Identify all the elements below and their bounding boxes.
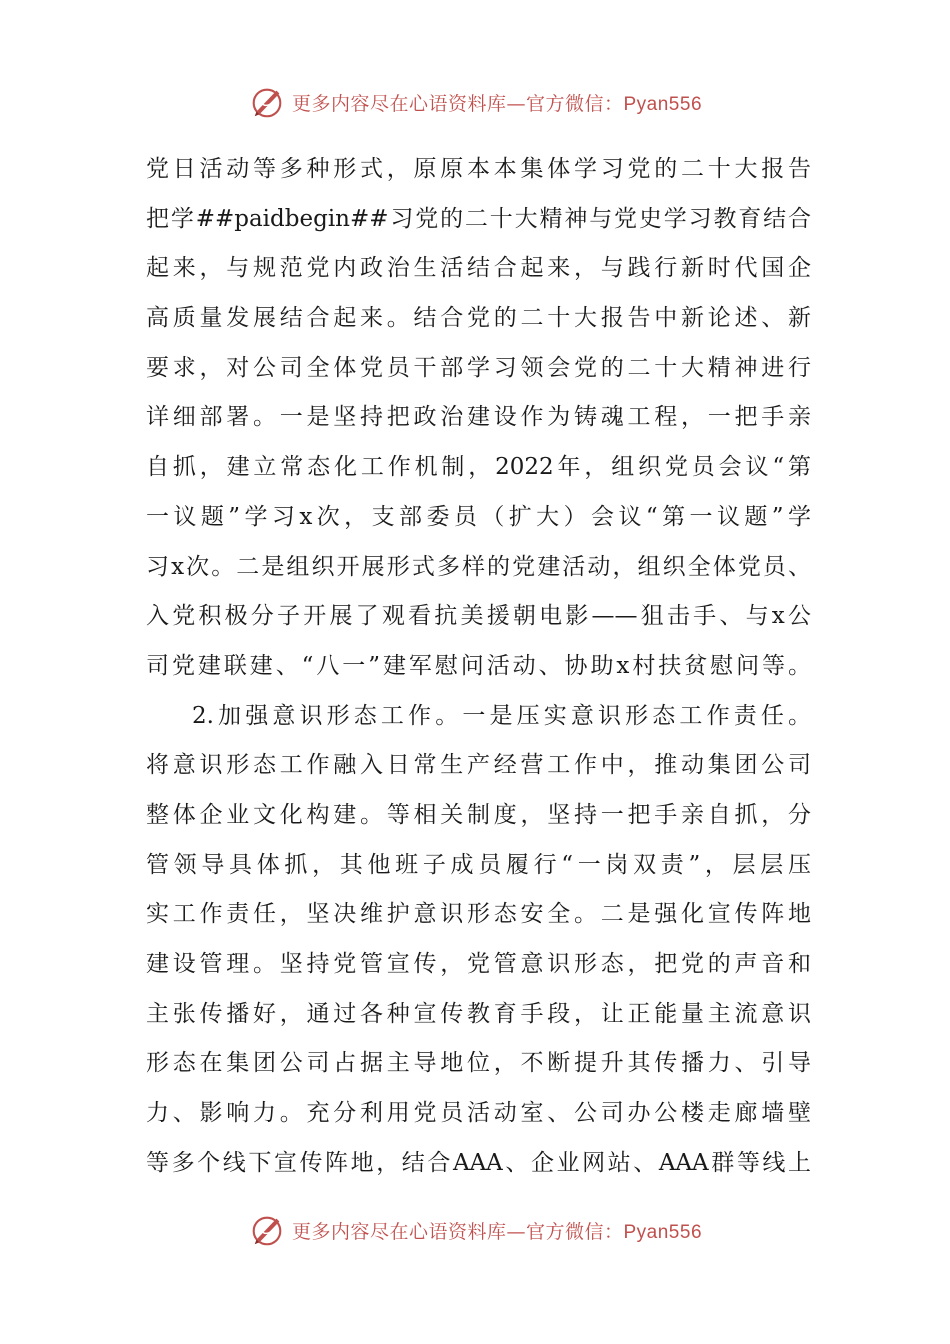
text-line: 把学##paidbegin##习党的二十大精神与党史学习教育结合 bbox=[146, 205, 811, 232]
text-line: 一议题”学习x次，支部委员（扩大）会议“第一议题”学 bbox=[146, 503, 811, 530]
text-line: 管领导具体抓，其他班子成员履行“一岗双责”，层层压 bbox=[146, 851, 811, 878]
text-line: 详细部署。一是坚持把政治建设作为铸魂工程，一把手亲 bbox=[146, 404, 811, 431]
text-line: 实工作责任，坚决维护意识形态安全。二是强化宣传阵地 bbox=[146, 901, 811, 928]
section-heading-line: 2.加强意识形态工作。一是压实意识形态工作责任。 bbox=[192, 702, 811, 729]
document-body bbox=[146, 145, 811, 1188]
text-line: 等多个线下宣传阵地，结合AAA、企业网站、AAA群等线上 bbox=[146, 1149, 811, 1176]
text-line: 形态在集团公司占据主导地位，不断提升其传播力、引导 bbox=[146, 1050, 811, 1077]
text-line: 整体企业文化构建。等相关制度，坚持一把手亲自抓，分 bbox=[146, 801, 811, 828]
text-line: 起来，与规范党内政治生活结合起来，与践行新时代国企 bbox=[146, 255, 811, 282]
header-banner-text: 更多内容尽在心语资料库—官方微信：Pyan556 bbox=[291, 92, 703, 115]
text-line: 入党积极分子开展了观看抗美援朝电影——狙击手、与x公 bbox=[146, 603, 811, 630]
footer-banner bbox=[0, 1208, 950, 1252]
text-line: 司党建联建、“八一”建军慰问活动、协助x村扶贫慰问等。 bbox=[146, 652, 811, 679]
pen-circle-logo-icon bbox=[248, 83, 286, 121]
footer-banner-text: 更多内容尽在心语资料库—官方微信：Pyan556 bbox=[291, 1220, 703, 1243]
text-line: 要求，对公司全体党员干部学习领会党的二十大精神进行 bbox=[146, 354, 811, 381]
text-line: 主张传播好，通过各种宣传教育手段，让正能量主流意识 bbox=[146, 1000, 811, 1027]
text-line: 习x次。二是组织开展形式多样的党建活动，组织全体党员、 bbox=[146, 553, 811, 580]
text-line: 将意识形态工作融入日常生产经营工作中，推动集团公司 bbox=[146, 752, 811, 779]
pen-circle-logo-icon bbox=[248, 1211, 286, 1249]
text-line: 党日活动等多种形式，原原本本集体学习党的二十大报告 bbox=[146, 156, 811, 182]
header-banner bbox=[0, 80, 950, 124]
text-line: 高质量发展结合起来。结合党的二十大报告中新论述、新 bbox=[146, 305, 811, 332]
text-line: 自抓，建立常态化工作机制，2022年，组织党员会议“第 bbox=[146, 454, 811, 481]
text-line: 力、影响力。充分利用党员活动室、公司办公楼走廊墙壁 bbox=[146, 1100, 811, 1127]
text-line: 建设管理。坚持党管宣传，党管意识形态，把党的声音和 bbox=[146, 951, 811, 977]
